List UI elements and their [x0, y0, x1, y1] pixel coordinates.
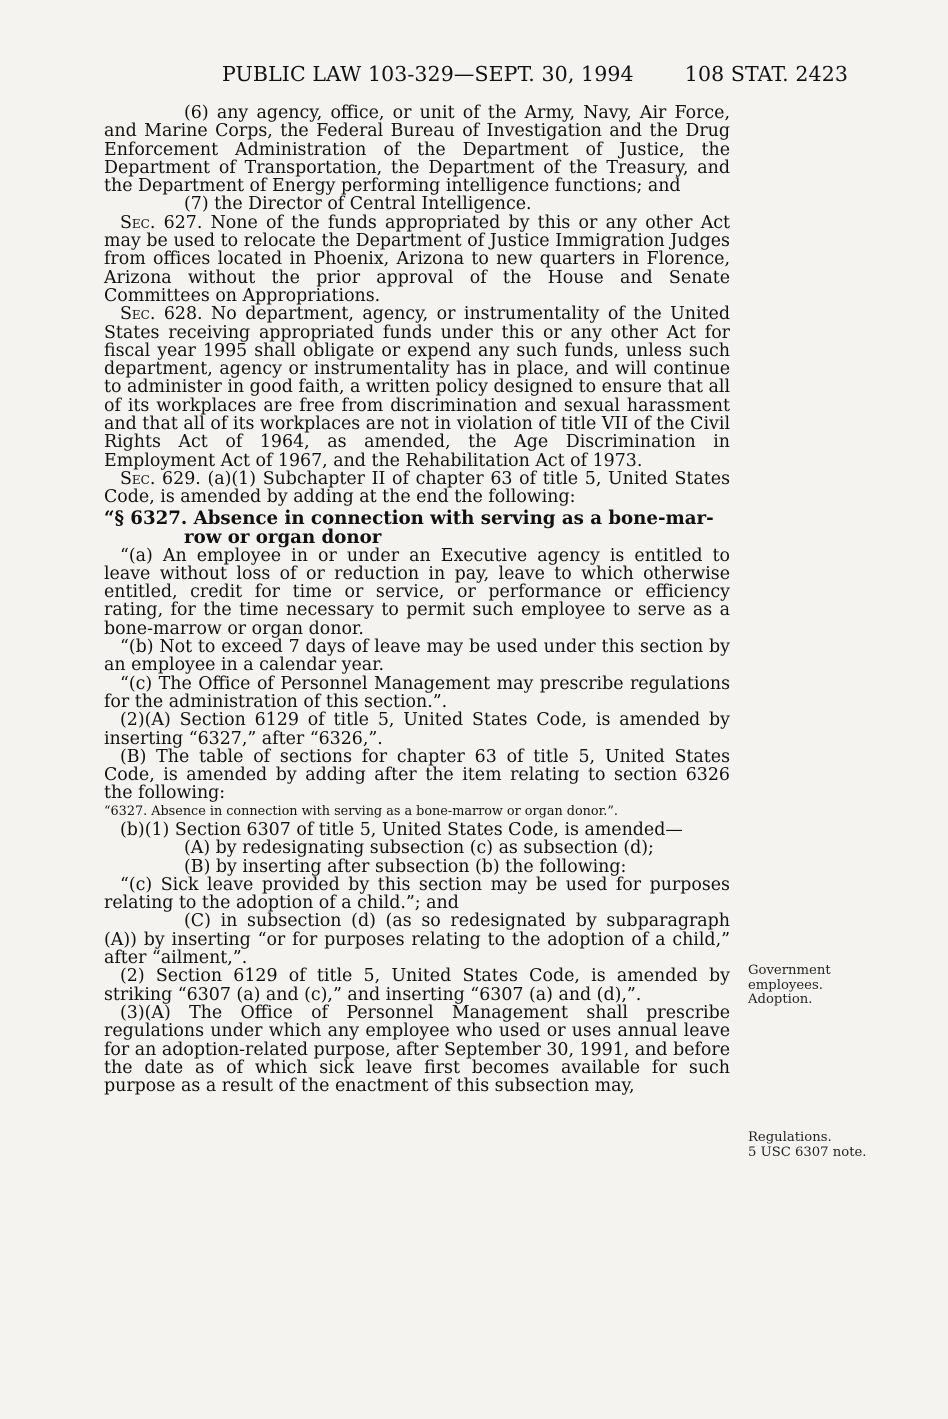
stat-page-number: 108 STAT. 2423 — [684, 62, 848, 86]
section-label: Sec. — [120, 468, 156, 489]
section-627 — [104, 214, 730, 305]
margin-note-line: Adoption. — [748, 992, 813, 1007]
body-text — [104, 104, 730, 1095]
margin-note-line: Regulations. — [748, 1130, 832, 1145]
section-text: 627. None of the funds appropriated by this or any other Act may be used to relocate the Department of Justice Immigration Judges from offices located in Phoenix, Arizona to new quarters in Florence, Arizona without the prior approval of the House and Senate Committees on Appropriations. — [104, 212, 730, 306]
section-628 — [104, 305, 730, 470]
paragraph: (b)(1) Section 6307 of title 5, United States Code, is amended— — [120, 819, 683, 840]
margin-note-line: 5 USC 6307 note. — [748, 1144, 867, 1160]
paragraph: “(c) The Office of Personnel Management may prescribe regulations for the administration of this section.”. — [104, 673, 730, 712]
section-629 — [104, 470, 730, 507]
heading-line: “§ 6327. Absence in connection with serving as a bone-mar- — [104, 507, 714, 529]
paragraph: (3)(A) The Office of Personnel Management shall prescribe regulations under which any employee who used or uses annual leave for an adoption-related purpose, after September 30, 1991, and before the date as of which sick leave first becomes available for such purpose as a result of the enactment of this subsection may, — [104, 1002, 731, 1097]
paragraph: “(a) An employee in or under an Executive agency is entitled to leave without loss of or reduction in pay, leave to which otherwise entitled, credit for time or service, or performance or efficiency rating, for the time necessary to permit such employee to serve as a bone-marrow or organ donor. — [104, 545, 730, 639]
paragraph: (2) Section 6129 of title 5, United States Code, is amended by striking “6307 (a) and (c),” and inserting “6307 (a) and (d),”. — [104, 966, 730, 1005]
section-text: 628. No department, agency, or instrumentality of the United States receiving appropriated funds under this or any other Act for fiscal year 1995 shall obligate or expend any such funds, unless such department, agency or instrumentality has in place, and will continue to administer in good faith, a written policy designed to ensure that all of its workplaces are free from discrimination and sexual harassment and that all of its workplaces are not in violation of title VII of the Civil Rights Act of 1964, as amended, the Age Discrimination in Employment Act of 1967, and the Rehabilitation Act of 1973. — [104, 304, 730, 471]
margin-note-regulations — [748, 1131, 898, 1160]
paragraph: (2)(A) Section 6129 of title 5, United States Code, is amended by inserting “6327,” after “6326,”. — [104, 710, 730, 749]
paragraph: (B) by inserting after subsection (b) the following: — [184, 856, 627, 877]
section-heading-6327 — [104, 509, 730, 547]
heading-line: row or organ donor — [184, 526, 382, 548]
paragraph: (6) any agency, office, or unit of the Army, Navy, Air Force, and Marine Corps, the Federal Bureau of Investigation and the Drug Enforcement Administration of the Department of Justice, the Department of Transportation, the Department of the Treasury, and the Department of Energy performing intelligence functions; and — [104, 103, 730, 197]
margin-note-line: employees. — [748, 977, 823, 993]
section-text: 629. (a)(1) Subchapter II of chapter 63 of title 5, United States Code, is amended by adding at the end the following: — [104, 468, 730, 508]
page-header — [222, 62, 848, 90]
margin-note-government-employees — [748, 964, 898, 1008]
paragraph: (A) by redesignating subsection (c) as subsection (d); — [184, 838, 654, 859]
paragraph: (C) in subsection (d) (as so redesignated by subparagraph (A)) by inserting “or for purposes relating to the adoption of a child,” after “ailment,”. — [104, 911, 730, 969]
section-label: Sec. — [120, 304, 156, 325]
margin-note-line: Government — [748, 963, 831, 978]
paragraph: (B) The table of sections for chapter 63 of title 5, United States Code, is amended by adding after the item relating to section 6326 the following: — [104, 746, 730, 804]
paragraph: “(c) Sick leave provided by this section may be used for purposes relating to the adoption of a child.”; and — [104, 874, 730, 914]
section-label: Sec. — [120, 212, 156, 233]
running-title: PUBLIC LAW 103-329—SEPT. 30, 1994 — [222, 62, 634, 86]
paragraph: (7) the Director of Central Intelligence. — [184, 194, 532, 215]
table-of-sections-item: “6327. Absence in connection with serving as a bone-marrow or organ donor.”. — [104, 803, 618, 819]
paragraph: “(b) Not to exceed 7 days of leave may be used under this section by an employee in a calendar year. — [104, 637, 730, 676]
